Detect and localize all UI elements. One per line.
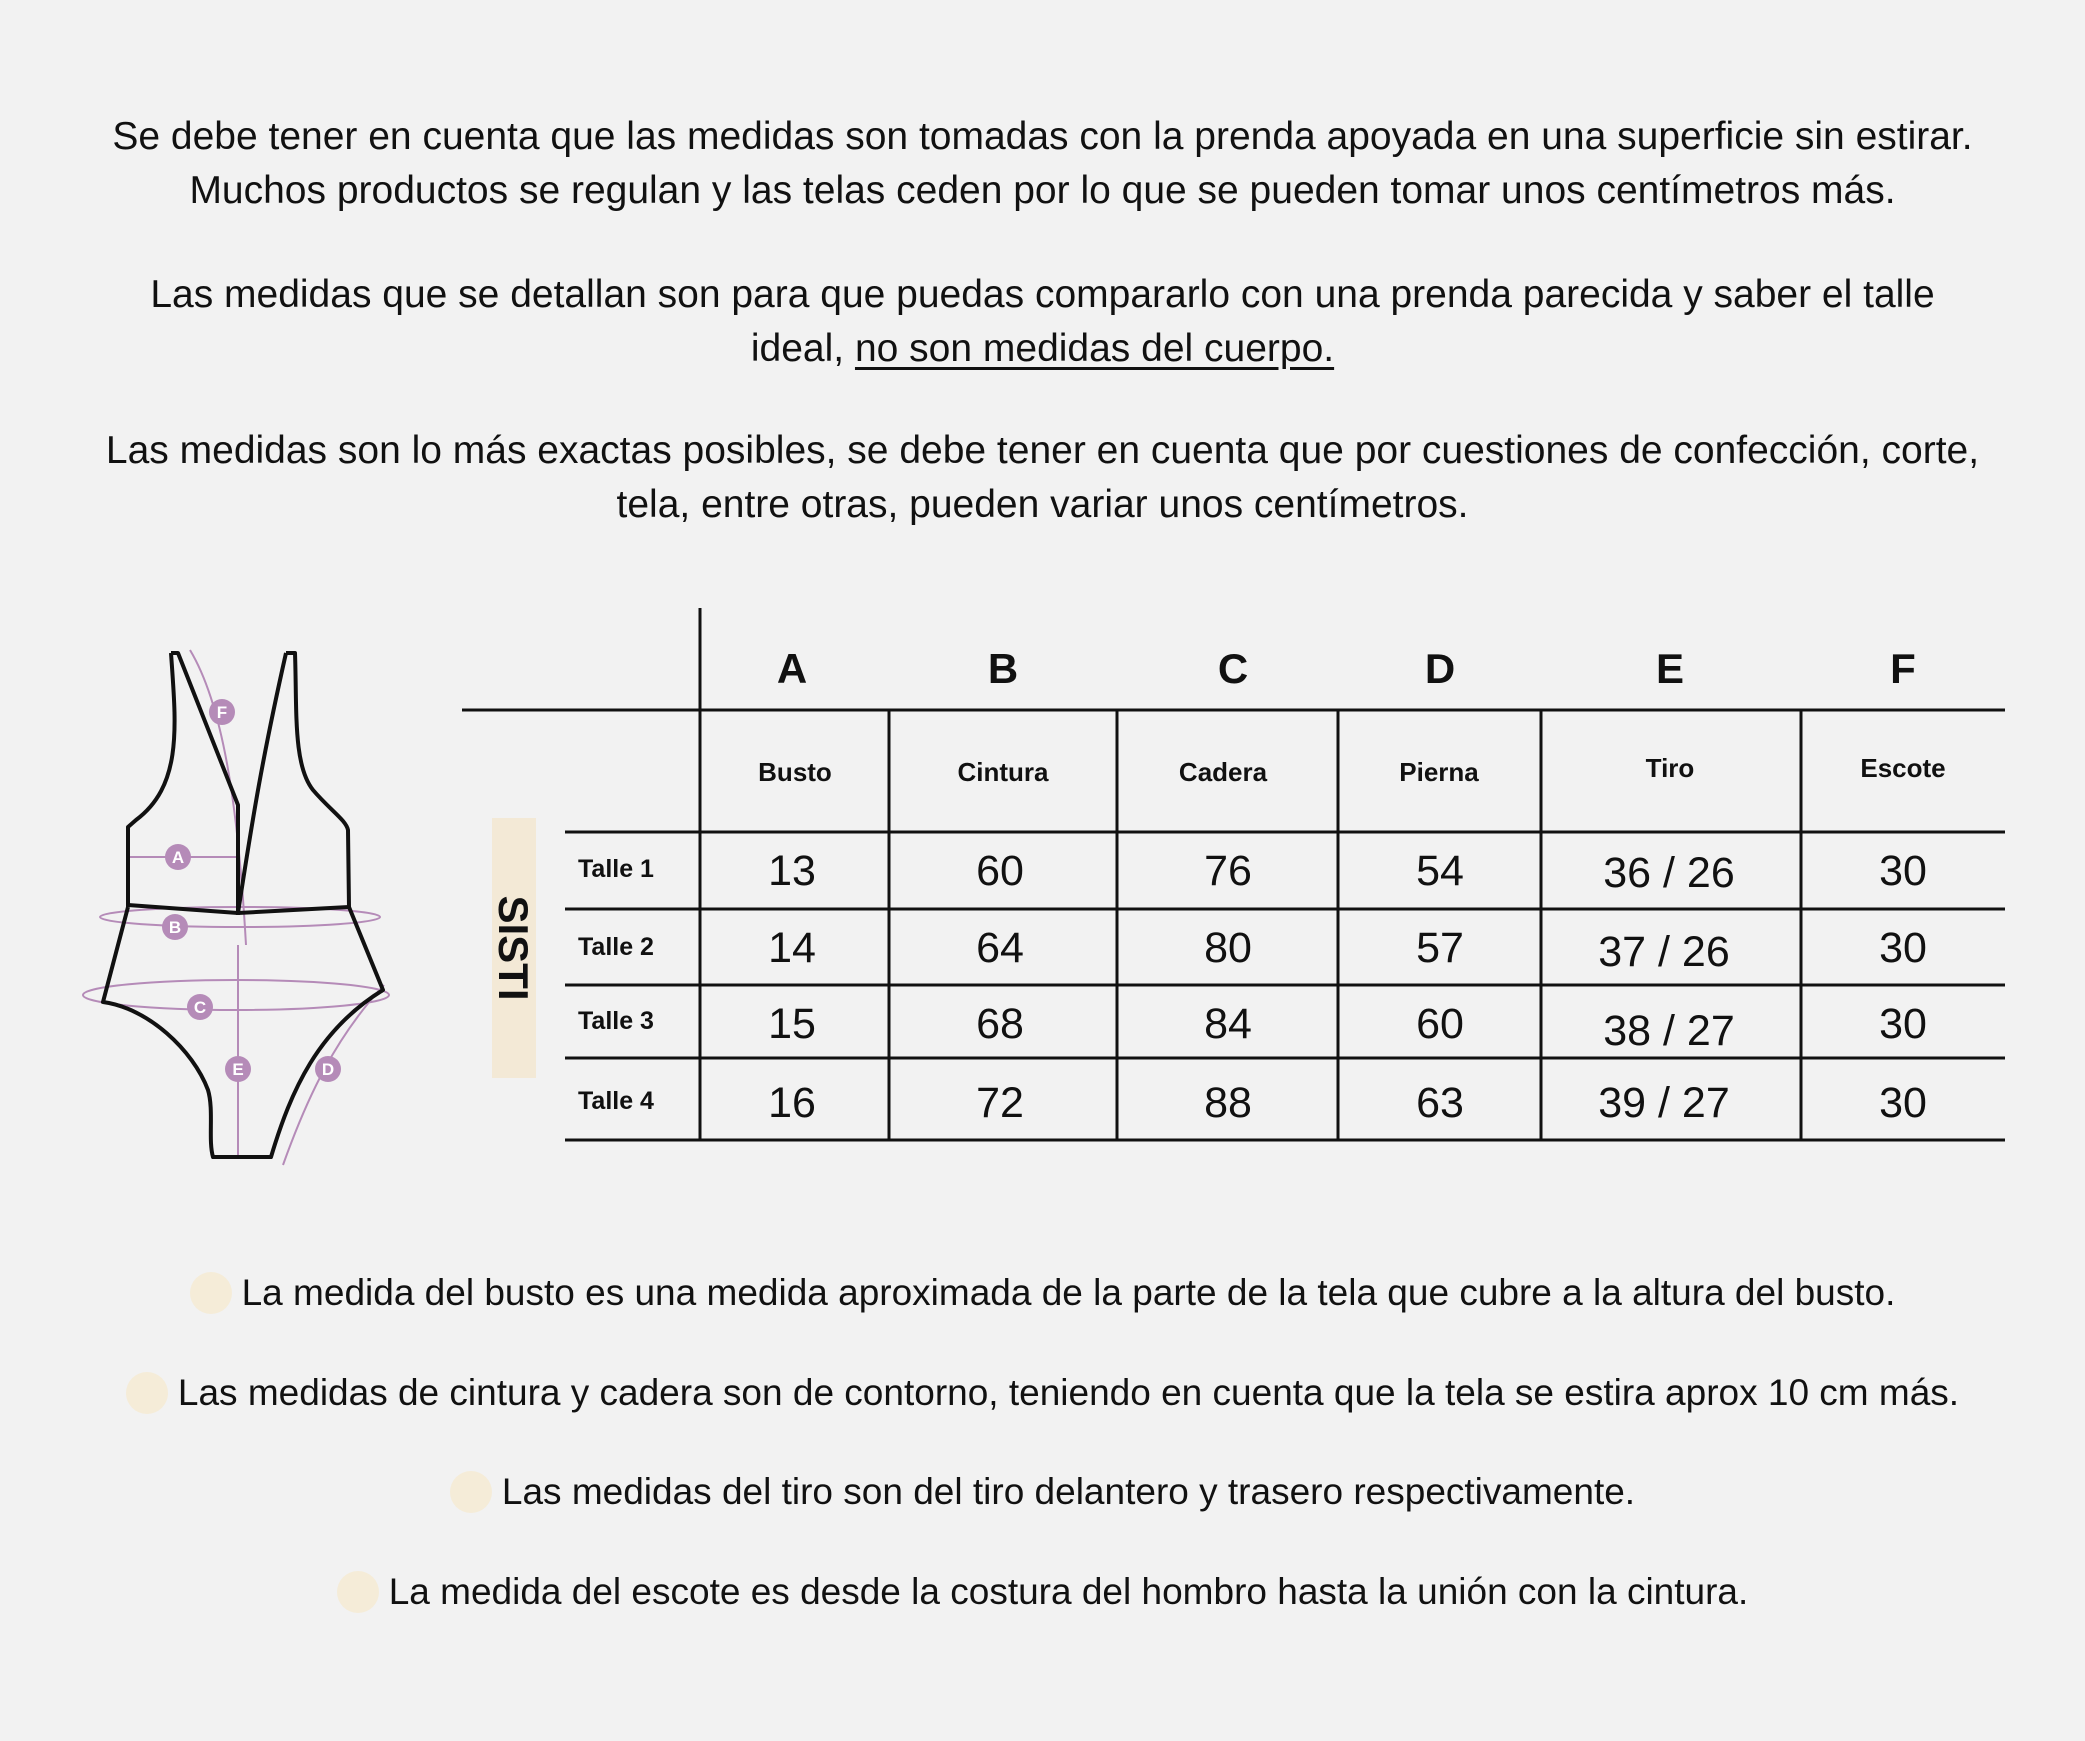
note-dot-icon — [450, 1471, 492, 1513]
note-busto — [0, 1268, 2085, 1318]
cell-talle2-tiro: 37 / 26 — [1598, 928, 1730, 976]
cell-talle1-busto: 13 — [768, 847, 816, 895]
cell-talle4-cadera: 88 — [1204, 1079, 1252, 1127]
cell-talle4-tiro: 39 / 27 — [1598, 1079, 1730, 1127]
note-text: Las medidas de cintura y cadera son de contorno, teniendo en cuenta que la tela se estira aprox 10 cm más. — [177, 1372, 1960, 1413]
cell-talle3-cintura: 68 — [976, 1000, 1024, 1048]
note-escote — [0, 1567, 2085, 1617]
row-label-talle-1: Talle 1 — [578, 855, 654, 883]
note-dot-icon — [190, 1272, 232, 1314]
cell-talle3-tiro: 38 / 27 — [1603, 1007, 1735, 1055]
cell-talle2-pierna: 57 — [1416, 924, 1464, 972]
svg-text:B: B — [168, 918, 182, 937]
marker-e — [225, 1056, 251, 1082]
brand-label: SISTI — [490, 895, 537, 1001]
col-name-escote: Escote — [1860, 753, 1946, 783]
note-dot-icon — [337, 1571, 379, 1613]
note-text: Las medidas del tiro son del tiro delantero y trasero respectivamente. — [501, 1471, 1636, 1512]
cell-talle2-busto: 14 — [768, 924, 816, 972]
marker-d — [315, 1056, 341, 1082]
cell-talle1-cintura: 60 — [976, 847, 1024, 895]
row-label-talle-3: Talle 3 — [578, 1007, 654, 1035]
note-text: La medida del busto es una medida aproximada de la parte de la tela que cubre a la altura del busto. — [241, 1272, 1896, 1313]
cell-talle2-cintura: 64 — [976, 924, 1024, 972]
marker-b — [162, 914, 188, 940]
note-dot-icon — [126, 1372, 168, 1414]
column-names — [758, 753, 1945, 787]
column-letters — [777, 645, 1916, 692]
intro-p3-line1: Las medidas son lo más exactas posibles, se debe tener en cuenta que por cuestiones de confección, corte, — [105, 429, 1980, 472]
cell-talle4-escote: 30 — [1879, 1079, 1927, 1127]
svg-text:A: A — [171, 848, 185, 867]
cell-talle1-pierna: 54 — [1416, 847, 1464, 895]
col-letter-b: B — [987, 645, 1019, 692]
col-name-pierna: Pierna — [1399, 757, 1479, 787]
intro-p1-line1: Se debe tener en cuenta que las medidas son tomadas con la prenda apoyada en una superficie sin estirar. — [112, 115, 1973, 158]
intro-p2-line1: Las medidas que se detallan son para que puedas compararlo con una prenda parecida y saber el talle — [150, 273, 1935, 316]
table-row — [768, 1000, 1927, 1055]
cell-talle4-pierna: 63 — [1416, 1079, 1464, 1127]
col-letter-e: E — [1655, 645, 1685, 692]
marker-f — [209, 699, 235, 725]
cell-talle3-busto: 15 — [768, 1000, 816, 1048]
note-cintura-cadera — [0, 1368, 2085, 1418]
col-name-cintura: Cintura — [957, 757, 1049, 787]
guide-hip — [83, 980, 389, 1010]
svg-text:C: C — [193, 998, 207, 1017]
cell-talle1-tiro: 36 / 26 — [1603, 849, 1735, 897]
svg-text:F: F — [216, 703, 228, 722]
marker-a — [165, 844, 191, 870]
intro-p2-underlined: no son medidas del cuerpo. — [854, 327, 1335, 370]
col-name-cadera: Cadera — [1178, 757, 1268, 787]
row-label-talle-2: Talle 2 — [578, 933, 654, 961]
intro-p2-prefix: ideal, — [750, 327, 855, 370]
col-name-busto: Busto — [758, 757, 832, 787]
col-name-tiro: Tiro — [1645, 753, 1695, 783]
size-table — [460, 605, 2020, 1150]
cell-talle2-cadera: 80 — [1204, 924, 1252, 972]
swimsuit-diagram — [78, 645, 418, 1175]
cell-talle3-pierna: 60 — [1416, 1000, 1464, 1048]
cell-talle3-escote: 30 — [1879, 1000, 1927, 1048]
svg-text:D: D — [321, 1060, 335, 1079]
intro-paragraph-2 — [40, 268, 2045, 376]
intro-p1-line2: Muchos productos se regulan y las telas ceden por lo que se pueden tomar unos centímetros más. — [189, 169, 1896, 212]
svg-text:E: E — [232, 1060, 244, 1079]
intro-paragraph-3 — [40, 424, 2045, 532]
col-letter-a: A — [776, 645, 808, 692]
cell-talle4-busto: 16 — [768, 1079, 816, 1127]
table-row — [768, 847, 1927, 897]
note-text: La medida del escote es desde la costura del hombro hasta la unión con la cintura. — [388, 1571, 1749, 1612]
intro-p2-line2 — [40, 322, 2045, 376]
row-label-talle-4: Talle 4 — [578, 1087, 654, 1115]
intro-p3-line2: tela, entre otras, pueden variar unos centímetros. — [616, 483, 1469, 526]
table-row — [768, 1079, 1927, 1127]
col-letter-c: C — [1217, 645, 1249, 692]
cell-talle1-escote: 30 — [1879, 847, 1927, 895]
note-tiro — [0, 1467, 2085, 1517]
col-letter-f: F — [1890, 645, 1916, 692]
cell-talle2-escote: 30 — [1879, 924, 1927, 972]
cell-talle3-cadera: 84 — [1204, 1000, 1252, 1048]
marker-c — [187, 994, 213, 1020]
intro-paragraph-1 — [40, 110, 2045, 218]
cell-talle4-cintura: 72 — [976, 1079, 1024, 1127]
cell-talle1-cadera: 76 — [1204, 847, 1252, 895]
col-letter-d: D — [1424, 645, 1456, 692]
table-row — [768, 924, 1927, 976]
